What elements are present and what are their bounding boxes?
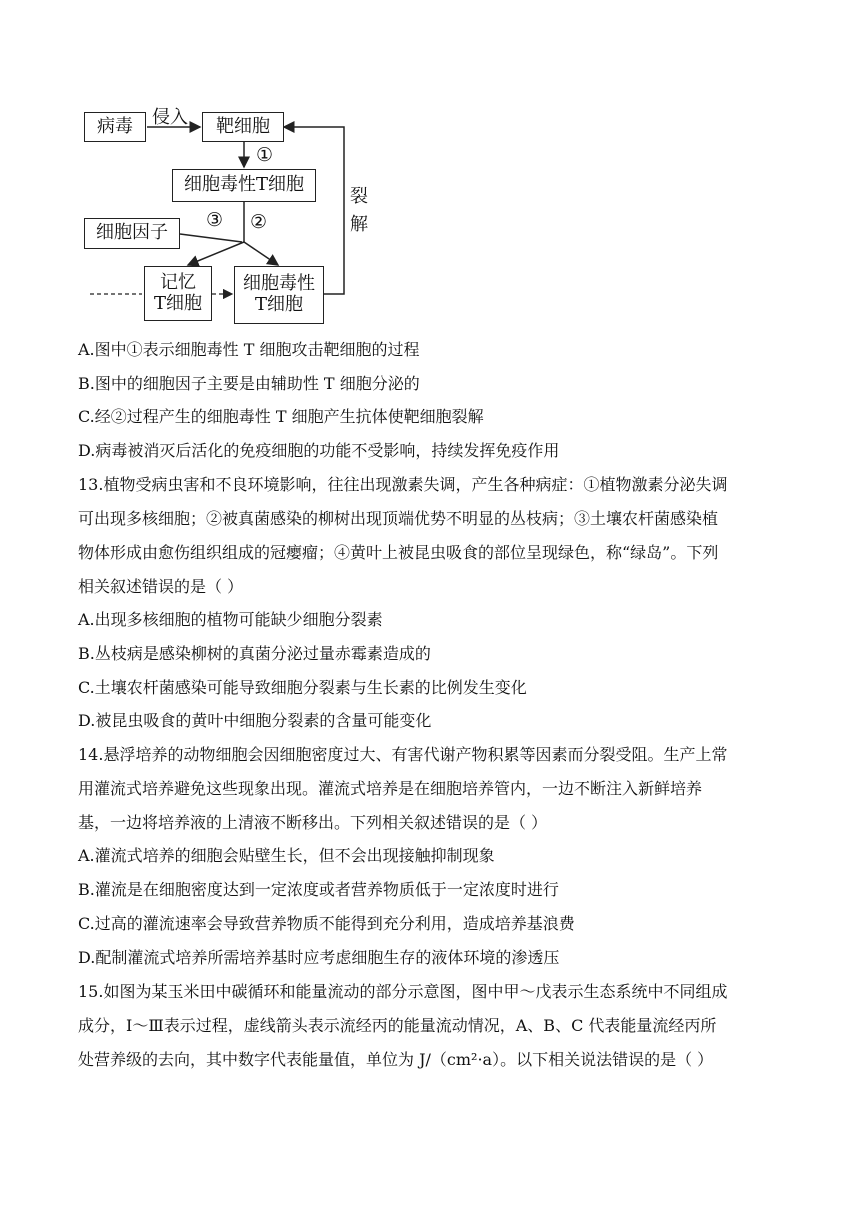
immune-diagram — [78, 98, 378, 334]
text-line: 14.悬浮培养的动物细胞会因细胞密度过大、有害代谢产物积累等因素而分裂受阻。生产上常 — [78, 745, 728, 764]
step2-marker: ② — [250, 211, 268, 233]
text-line: 15.如图为某玉米田中碳循环和能量流动的部分示意图，图中甲～戊表示生态系统中不同组成 — [78, 982, 728, 1001]
text-line: 用灌流式培养避免这些现象出现。灌流式培养是在细胞培养管内，一边不断注入新鲜培养 — [78, 779, 703, 798]
text-line: B.丛枝病是感染柳树的真菌分泌过量赤霉素造成的 — [78, 644, 431, 663]
virus-box — [84, 112, 146, 142]
text-line: D.被昆虫吸食的黄叶中细胞分裂素的含量可能变化 — [78, 711, 432, 730]
ctl-box — [172, 169, 316, 202]
split-label-2: 解 — [350, 214, 368, 235]
memory-t-label-1: 记忆 — [160, 271, 196, 293]
text-line: B.图中的细胞因子主要是由辅助性 T 细胞分泌的 — [78, 374, 420, 393]
memory-t-label-2: T细胞 — [153, 292, 202, 314]
virus-label: 病毒 — [97, 115, 133, 137]
text-line: A.灌流式培养的细胞会贴壁生长，但不会出现接触抑制现象 — [78, 846, 495, 865]
text-line: C.土壤农杆菌感染可能导致细胞分裂素与生长素的比例发生变化 — [78, 678, 527, 697]
split-label-1: 裂 — [350, 186, 368, 207]
target-cell-box — [202, 112, 284, 142]
cytokine-box — [84, 218, 180, 249]
text-line: 成分，Ⅰ～Ⅲ表示过程，虚线箭头表示流经丙的能量流动情况，A、B、C 代表能量流经丙所 — [78, 1016, 717, 1035]
target-cell-label: 靶细胞 — [216, 115, 270, 137]
text-line: 可出现多核细胞；②被真菌感染的柳树出现顶端优势不明显的丛枝病；③土壤农杆菌感染植 — [78, 509, 719, 528]
text-line: 相关叙述错误的是（ ） — [78, 577, 244, 596]
step1-marker: ① — [256, 144, 274, 166]
text-line: C.过高的灌流速率会导致营养物质不能得到充分利用，造成培养基浪费 — [78, 914, 575, 933]
step3-marker: ③ — [206, 209, 224, 231]
text-line: 13.植物受病虫害和不良环境影响，往往出现激素失调，产生各种病症：①植物激素分泌失调 — [78, 475, 728, 494]
text-line: D.配制灌流式培养所需培养基时应考虑细胞生存的液体环境的渗透压 — [78, 948, 560, 967]
text-line: B.灌流是在细胞密度达到一定浓度或者营养物质低于一定浓度时进行 — [78, 880, 559, 899]
ctl-label: 细胞毒性T细胞 — [183, 174, 304, 196]
text-line: 基，一边将培养液的上清液不断移出。下列相关叙述错误的是（ ） — [78, 813, 548, 832]
ctl2-box — [234, 266, 324, 324]
text-line: C.经②过程产生的细胞毒性 T 细胞产生抗体使靶细胞裂解 — [78, 407, 484, 426]
text-line: A.出现多核细胞的植物可能缺少细胞分裂素 — [78, 610, 383, 629]
ctl2-label-2: T细胞 — [254, 294, 303, 315]
memory-t-box — [144, 266, 212, 321]
ctl2-label-1: 细胞毒性 — [243, 273, 315, 295]
invade-label: 侵入 — [152, 107, 188, 128]
text-line: A.图中①表示细胞毒性 T 细胞攻击靶细胞的过程 — [78, 340, 420, 359]
text-line: 物体形成由愈伤组织组成的冠瘿瘤；④黄叶上被昆虫吸食的部位呈现绿色，称“绿岛”。下列 — [78, 543, 719, 562]
text-line: 处营养级的去向，其中数字代表能量值，单位为 J/（cm²·a）。以下相关说法错误的是（ ） — [78, 1050, 714, 1069]
cytokine-label: 细胞因子 — [96, 222, 168, 244]
text-line: D.病毒被消灭后活化的免疫细胞的功能不受影响，持续发挥免疫作用 — [78, 441, 560, 460]
